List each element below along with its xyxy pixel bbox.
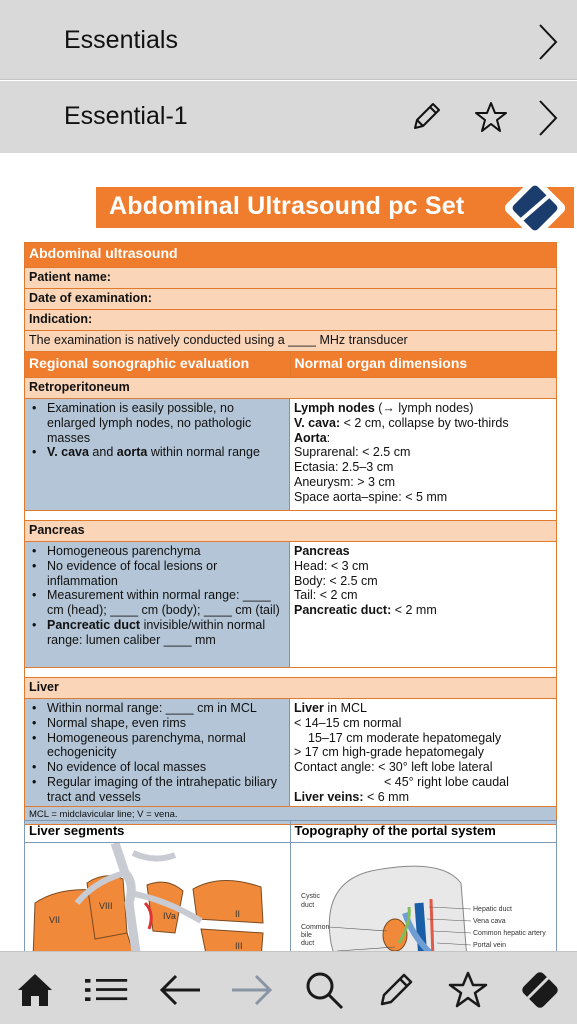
pencil-icon[interactable] [374, 968, 418, 1012]
list-item: Head: < 3 cm [294, 558, 369, 573]
liver-segments-illustration [25, 843, 290, 951]
retroperitoneum-dimensions [290, 399, 556, 510]
list-item: • No evidence of focal lesions or inflammation [29, 559, 285, 589]
list-item: Aorta: [294, 430, 331, 445]
examination-date-field[interactable]: Date of examination: [25, 288, 556, 309]
liver-dimensions [290, 699, 556, 806]
liver-footnote: MCL = midclavicular line; V = vena. [25, 806, 556, 824]
breadcrumb-essential-1[interactable] [0, 81, 577, 153]
label: Common hepatic artery [472, 930, 546, 937]
list-item: • No evidence of local masses [29, 760, 285, 775]
label: bile [300, 932, 312, 939]
pancreas-evaluation [25, 542, 290, 667]
list-item: Body: < 2.5 cm [294, 573, 378, 588]
figure-caption: Topography of the portal system [291, 821, 557, 843]
column-headers [25, 351, 556, 377]
star-icon[interactable] [471, 97, 511, 137]
pancreas-section [25, 541, 556, 667]
list-item: < 14–15 cm normal [294, 715, 402, 730]
list-item: • V. cava and aorta within normal range [29, 445, 285, 460]
retroperitoneum-title: Retroperitoneum [25, 377, 556, 398]
pencil-icon[interactable] [406, 97, 446, 137]
arrow-right-icon[interactable] [230, 968, 274, 1012]
segment-label: II [235, 909, 241, 919]
list-item: • Homogeneous parenchyma [29, 544, 285, 559]
list-item: • Within normal range: ____ cm in MCL [29, 701, 285, 716]
document-page[interactable] [0, 153, 577, 951]
arrow-left-icon[interactable] [158, 968, 202, 1012]
indication-field[interactable]: Indication: [25, 309, 556, 330]
list-item: Ectasia: 2.5–3 cm [294, 460, 394, 475]
list-item: • Pancreatic duct invisible/within normal range: lumen caliber ____ mm [29, 618, 285, 648]
figure-panels [24, 820, 557, 951]
pancreas-dimensions [290, 542, 556, 667]
list-icon[interactable] [85, 968, 129, 1012]
star-icon[interactable] [446, 968, 490, 1012]
list-item: Liver veins: < 6 mm [294, 789, 409, 804]
portal-system-figure [291, 821, 557, 951]
figure-caption: Liver segments [25, 821, 290, 843]
list-item: 15–17 cm moderate hepatomegaly [308, 730, 502, 745]
label: Common [300, 924, 329, 931]
retroperitoneum-section [25, 398, 556, 510]
list-item: • Examination is easily possible, no enlarged lymph nodes, no pathologic masses [29, 401, 285, 445]
label: Hepatic duct [472, 906, 512, 913]
list-item: Aneurysm: > 3 cm [294, 474, 396, 489]
search-icon[interactable] [302, 968, 346, 1012]
label: duct [300, 902, 314, 909]
form-header: Abdominal ultrasound [25, 243, 556, 267]
patient-name-field[interactable]: Patient name: [25, 267, 556, 288]
chevron-right-icon[interactable] [528, 20, 568, 64]
list-item: V. cava: < 2 cm, collapse by two-thirds [294, 415, 509, 430]
normal-dimensions-header: Normal organ dimensions [291, 352, 557, 377]
list-item: Contact angle: < 30° left lobe lateral [294, 760, 493, 775]
bottom-toolbar [0, 951, 577, 1024]
banner-title: Abdominal Ultrasound pc Set [109, 192, 465, 220]
list-item: Tail: < 2 cm [294, 588, 358, 603]
document-banner [96, 187, 574, 228]
nav-title-essential-1: Essential-1 [64, 102, 188, 130]
transducer-field[interactable]: The examination is natively conducted using a ____ MHz transducer [25, 330, 556, 351]
list-item: • Measurement within normal range: ____ cm (head); ____ cm (body); ____ cm (tail) [29, 588, 285, 618]
list-item: < 45° right lobe caudal [384, 774, 509, 789]
label: Cystic [300, 893, 320, 900]
liver-segments-figure [25, 821, 291, 951]
eraser-icon[interactable] [518, 968, 562, 1012]
list-item: Pancreas [294, 544, 350, 558]
liver-section [25, 698, 556, 806]
label: Portal vein [472, 942, 506, 949]
list-item: Space aorta–spine: < 5 mm [294, 489, 448, 504]
list-item: • Normal shape, even rims [29, 716, 285, 731]
brand-logo-icon [502, 181, 572, 240]
regional-evaluation-header: Regional sonographic evaluation [25, 352, 291, 377]
list-item: • Homogeneous parenchyma, normal echogenicity [29, 731, 285, 761]
portal-system-illustration [291, 843, 556, 951]
ultrasound-form [24, 242, 557, 825]
list-item: Liver in MCL [294, 701, 367, 715]
list-item: Lymph nodes (→ lymph nodes) [294, 401, 474, 415]
segment-label: IVa [163, 911, 176, 921]
label: duct [300, 940, 314, 947]
segment-label: VII [49, 915, 61, 925]
list-item: Pancreatic duct: < 2 mm [294, 603, 437, 618]
pancreas-title: Pancreas [25, 520, 556, 541]
liver-evaluation [25, 699, 290, 806]
retroperitoneum-evaluation [25, 399, 290, 510]
chevron-right-icon[interactable] [528, 96, 568, 140]
label: Vena cava [472, 918, 506, 925]
list-item: • Regular imaging of the intrahepatic biliary tract and vessels [29, 775, 285, 805]
breadcrumb-essentials[interactable] [0, 0, 577, 80]
segment-label: VIII [99, 901, 113, 911]
segment-label: III [235, 941, 243, 951]
home-icon[interactable] [13, 968, 57, 1012]
list-item: > 17 cm high-grade hepatomegaly [294, 745, 485, 760]
liver-title: Liver [25, 677, 556, 698]
nav-title-essentials: Essentials [64, 26, 178, 54]
list-item: Suprarenal: < 2.5 cm [294, 445, 411, 460]
